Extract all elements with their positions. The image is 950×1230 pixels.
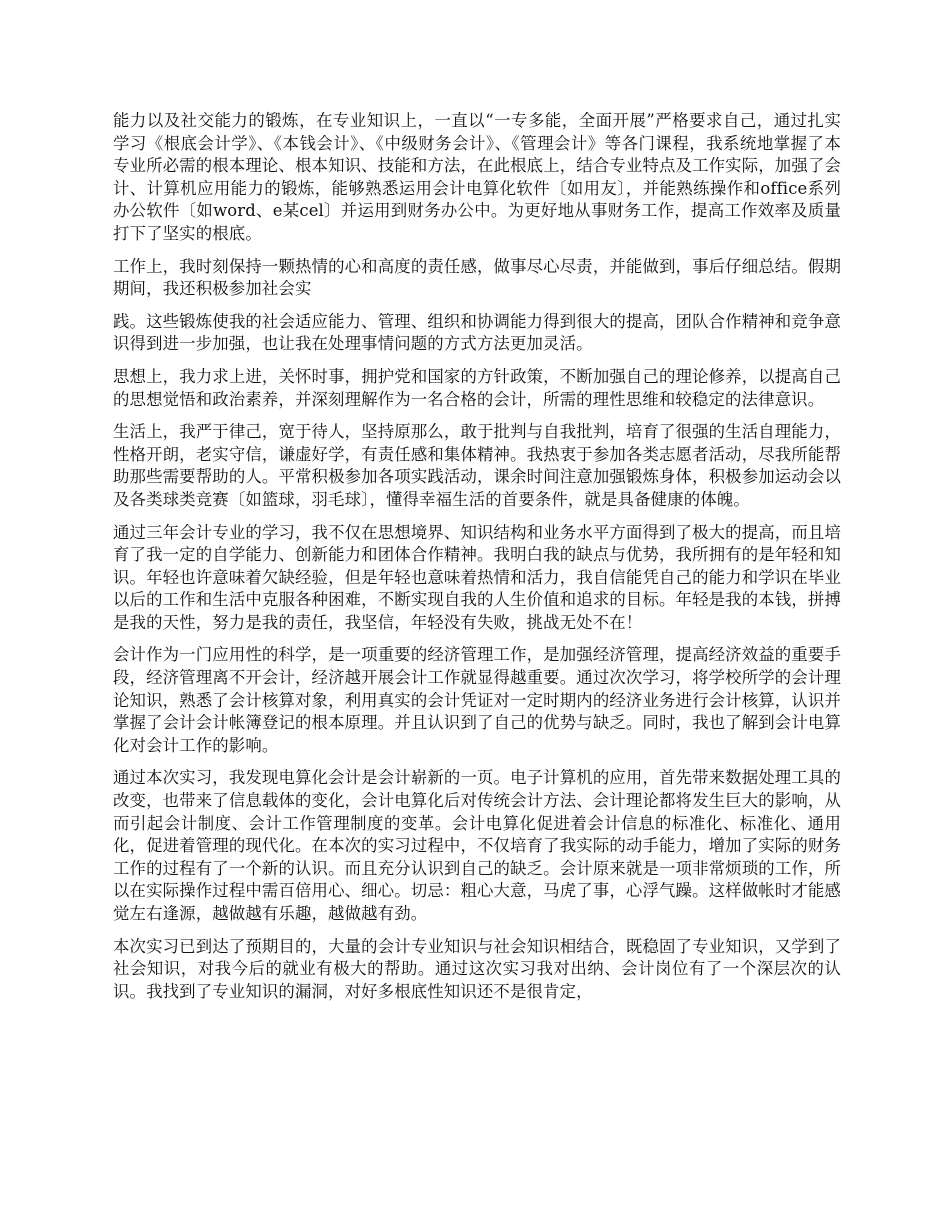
paragraph-accounting-science: 会计作为一门应用性的科学，是一项重要的经济管理工作，是加强经济管理，提高经济效益的重要手段，经济管理离不开会计，经济越开展会计工作就显得越重要。通过次次学习，将学校所学的会计理论知识，熟悉了会计核算对象，利用真实的会计凭证对一定时期内的经济业务进行会计核算，认识并掌握了会计会计帐簿登记的根本原理。并且认识到了自己的优势与缺乏。同时，我也了解到会计电算化对会计工作的影响。 bbox=[113, 645, 841, 755]
paragraph-life: 生活上，我严于律己，宽于待人，坚持原那么，敢于批判与自我批判，培育了很强的生活自理能力，性格开朗，老实守信，谦虚好学，有责任感和集体精神。我热衷于参加各类志愿者活动，尽我所能帮助那些需要帮助的人。平常积极参加各项实践活动，课余时间注意加强锻炼身体，积极参加运动会以及各类球类竞赛〔如篮球，羽毛球〕，懂得幸福生活的首要条件，就是具备健康的体魄。 bbox=[113, 422, 841, 509]
paragraph-computerized-accounting: 通过本次实习，我发现电算化会计是会计崭新的一页。电子计算机的应用，首先带来数据处理工具的改变，也带来了信息载体的变化，会计电算化后对传统会计方法、会计理论都将发生巨大的影响，从而引起会计制度、会计工作管理制度的变革。会计电算化促进着会计信息的标准化、标准化、通用化，促进着管理的现代化。在本次的实习过程中，不仅培育了我实际的动手能力，增加了实际的财务工作的过程有了一个新的认识。而且充分认识到自己的缺乏。会计原来就是一项非常烦琐的工作，所以在实际操作过程中需百倍用心、细心。切忌：粗心大意，马虎了事，心浮气躁。这样做帐时才能感觉左右逢源，越做越有乐趣，越做越有劲。 bbox=[113, 768, 841, 923]
paragraph-professional-study: 能力以及社交能力的锻炼，在专业知识上，一直以“一专多能，全面开展”严格要求自己，通过扎实学习《根底会计学》、《本钱会计》、《中级财务会计》、《管理会计》等各门课程，我系统地掌握了本专业所必需的根本理论、根本知识、技能和方法，在此根底上，结合专业特点及工作实际，加强了会计、计算机应用能力的锻炼，能够熟悉运用会计电算化软件〔如用友〕，并能熟练操作和office系列办公软件〔如word、e某cel〕并运用到财务办公中。为更好地从事财务工作，提高工作效率及质量打下了坚实的根底。 bbox=[113, 111, 841, 243]
paragraph-social-practice: 践。这些锻炼使我的社会适应能力、管理、组织和协调能力得到很大的提高，团队合作精神和竞争意识得到进一步加强，也让我在处理事情问题的方式方法更加灵活。 bbox=[113, 311, 841, 354]
paragraph-ideology: 思想上，我力求上进，关怀时事，拥护党和国家的方针政策，不断加强自己的理论修养，以提高自己的思想觉悟和政治素养，并深刻理解作为一名合格的会计，所需的理性思维和较稳定的法律意识。 bbox=[113, 366, 841, 409]
paragraph-internship-summary: 本次实习已到达了预期目的，大量的会计专业知识与社会知识相结合，既稳固了专业知识，又学到了社会知识，对我今后的就业有极大的帮助。通过这次实习我对出纳、会计岗位有了一个深层次的认识。我找到了专业知识的漏洞，对好多根底性知识还不是很肯定， bbox=[113, 936, 841, 1001]
paragraph-three-years-study: 通过三年会计专业的学习，我不仅在思想境界、知识结构和业务水平方面得到了极大的提高，而且培育了我一定的自学能力、创新能力和团体合作精神。我明白我的缺点与优势，我所拥有的是年轻和知识。年轻也许意味着欠缺经验，但是年轻也意味着热情和活力，我自信能凭自己的能力和学识在毕业以后的工作和生活中克服各种困难，不断实现自我的人生价值和追求的目标。年轻是我的本钱，拼搏是我的天性，努力是我的责任，我坚信，年轻没有失败，挑战无处不在！ bbox=[113, 522, 841, 632]
paragraph-work-attitude: 工作上，我时刻保持一颗热情的心和高度的责任感，做事尽心尽责，并能做到，事后仔细总结。假期期间，我还积极参加社会实 bbox=[113, 256, 841, 299]
document-body bbox=[113, 110, 841, 1013]
